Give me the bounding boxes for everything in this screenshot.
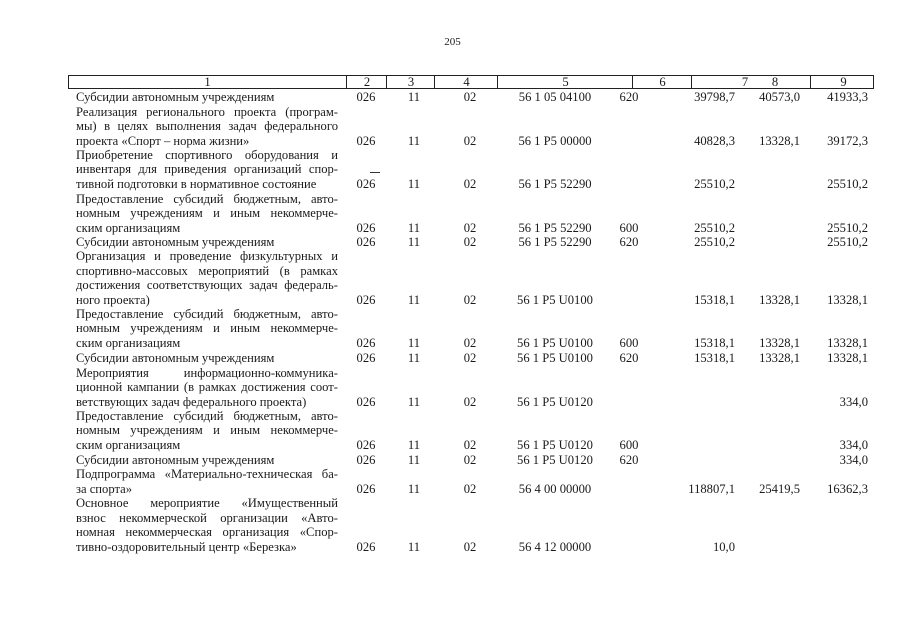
cell-name <box>76 453 338 468</box>
cell-admin-code: 026 <box>356 176 376 191</box>
cell-amount-col7: 40828,3 <box>694 133 735 148</box>
cell-amount-col7: 15318,1 <box>694 335 735 350</box>
cell-admin-code: 026 <box>356 481 376 496</box>
cell-name-line: проекта «Спорт – норма жизни» <box>76 133 250 148</box>
cell-section: 11 <box>407 335 421 350</box>
cell-section: 11 <box>407 437 421 452</box>
table-row <box>0 307 905 351</box>
cell-subsection: 02 <box>463 539 477 554</box>
cell-section: 11 <box>407 133 421 148</box>
header-col-5: 5 <box>497 76 633 88</box>
cell-subsection: 02 <box>463 394 477 409</box>
cell-amount-col9: 25510,2 <box>827 234 868 249</box>
cell-subsection: 02 <box>463 452 477 467</box>
cell-name-line: номным учреждениям и иным некоммерче- <box>76 321 338 335</box>
cell-name <box>76 249 338 307</box>
cell-amount-col9: 13328,1 <box>827 292 868 307</box>
cell-target-article: 56 1 P5 U0100 <box>517 292 593 307</box>
cell-expense-type: 600 <box>619 335 639 350</box>
cell-name-line: Реализация регионального проекта (програм- <box>76 104 338 119</box>
cell-target-article: 56 4 12 00000 <box>518 539 592 554</box>
cell-name-line: ветствующих задач федерального проекта) <box>76 394 307 409</box>
cell-expense-type: 600 <box>619 437 639 452</box>
table-row <box>0 90 905 105</box>
table-row <box>0 235 905 250</box>
cell-amount-col9: 334,0 <box>839 437 868 452</box>
cell-amount-col9: 13328,1 <box>827 350 868 365</box>
cell-subsection: 02 <box>463 176 477 191</box>
cell-expense-type: 620 <box>619 350 639 365</box>
cell-name-line: Предоставление субсидий бюджетным, авто- <box>76 408 338 423</box>
cell-amount-col8: 13328,1 <box>759 292 800 307</box>
cell-subsection: 02 <box>463 133 477 148</box>
cell-section: 11 <box>407 176 421 191</box>
cell-admin-code: 026 <box>356 133 376 148</box>
cell-expense-type: 620 <box>619 234 639 249</box>
cell-name-line: Предоставление субсидий бюджетным, авто- <box>76 306 338 321</box>
cell-amount-col7: 25510,2 <box>694 220 735 235</box>
cell-amount-col7: 15318,1 <box>694 292 735 307</box>
cell-subsection: 02 <box>463 437 477 452</box>
table-row <box>0 105 905 149</box>
cell-admin-code: 026 <box>356 539 376 554</box>
cell-target-article: 56 1 P5 U0120 <box>517 452 593 467</box>
cell-name-line: номным учреждениям и иным некоммерче- <box>76 423 338 437</box>
cell-amount-col9: 334,0 <box>839 452 868 467</box>
header-col-2: 2 <box>346 76 387 88</box>
cell-name-line: мы) в целях выполнения задач федерального <box>76 119 338 133</box>
cell-amount-col7: 10,0 <box>712 539 735 554</box>
table-row <box>0 409 905 453</box>
table-row <box>0 351 905 366</box>
cell-target-article: 56 1 P5 00000 <box>518 133 592 148</box>
cell-name-line: Субсидии автономным учреждениям <box>76 350 275 365</box>
cell-name-line: Подпрограмма «Материально-техническая ба- <box>76 467 338 481</box>
cell-name-line: достижения соответствующих задач федераль- <box>76 278 338 292</box>
cell-admin-code: 026 <box>356 89 376 104</box>
cell-target-article: 56 1 P5 U0120 <box>517 394 593 409</box>
cell-amount-col8: 40573,0 <box>759 89 800 104</box>
cell-amount-col9: 13328,1 <box>827 335 868 350</box>
cell-subsection: 02 <box>463 335 477 350</box>
cell-target-article: 56 1 P5 U0120 <box>517 437 593 452</box>
header-col-9: 9 <box>810 76 876 88</box>
cell-name-line: Приобретение спортивного оборудования и <box>76 147 338 162</box>
cell-expense-type: 620 <box>619 89 639 104</box>
cell-section: 11 <box>407 452 421 467</box>
table-row <box>0 192 905 236</box>
cell-name <box>76 496 338 554</box>
cell-section: 11 <box>407 292 421 307</box>
cell-amount-col9: 25510,2 <box>827 220 868 235</box>
cell-name <box>76 192 338 236</box>
cell-name-line: Мероприятия информационно-коммуника- <box>76 365 338 380</box>
cell-amount-col7: 118807,1 <box>688 481 735 496</box>
cell-name-line: тивно-оздоровительный центр «Березка» <box>76 539 297 554</box>
cell-admin-code: 026 <box>356 234 376 249</box>
cell-name-line: номным учреждениям и иным некоммерче- <box>76 206 338 220</box>
cell-name <box>76 148 338 192</box>
cell-target-article: 56 1 P5 U0100 <box>517 350 593 365</box>
cell-target-article: 56 1 P5 U0100 <box>517 335 593 350</box>
header-col-1: 1 <box>204 75 211 89</box>
cell-name-line: Субсидии автономным учреждениям <box>76 89 275 104</box>
page-number: 205 <box>444 36 461 48</box>
cell-amount-col8: 13328,1 <box>759 335 800 350</box>
table-row <box>0 496 905 554</box>
cell-name-line: Субсидии автономным учреждениям <box>76 452 275 467</box>
cell-name-line: спортивно-массовых мероприятий (в рамках <box>76 263 338 278</box>
cell-section: 11 <box>407 350 421 365</box>
cell-admin-code: 026 <box>356 350 376 365</box>
cell-expense-type: 620 <box>619 452 639 467</box>
cell-name <box>76 90 338 105</box>
cell-name-line: за спорта» <box>76 481 133 496</box>
table-row <box>0 453 905 468</box>
table-row <box>0 366 905 410</box>
cell-target-article: 56 4 00 00000 <box>518 481 592 496</box>
cell-name-line: Организация и проведение физкультурных и <box>76 249 338 263</box>
cell-admin-code: 026 <box>356 437 376 452</box>
cell-subsection: 02 <box>463 89 477 104</box>
cell-name <box>76 366 338 410</box>
cell-amount-col9: 334,0 <box>839 394 868 409</box>
cell-amount-col7: 25510,2 <box>694 234 735 249</box>
cell-admin-code: 026 <box>356 452 376 467</box>
cell-amount-col7: 15318,1 <box>694 350 735 365</box>
cell-name <box>76 105 338 149</box>
cell-name-line: инвентаря для приведения организаций спор- <box>76 162 338 176</box>
cell-amount-col8: 13328,1 <box>759 350 800 365</box>
header-col-7: 7 <box>691 76 798 88</box>
cell-name-line: ским организациям <box>76 437 181 452</box>
cell-amount-col7: 39798,7 <box>694 89 735 104</box>
cell-name-line: тивной подготовки в нормативное состояние <box>76 176 317 191</box>
cell-name-line: ного проекта) <box>76 292 150 307</box>
cell-section: 11 <box>407 394 421 409</box>
cell-target-article: 56 1 P5 52290 <box>518 176 592 191</box>
cell-name-line: Основное мероприятие «Имущественный <box>76 496 338 510</box>
cell-name <box>76 307 338 351</box>
cell-admin-code: 026 <box>356 394 376 409</box>
cell-expense-type: 600 <box>619 220 639 235</box>
cell-name-line: ционной кампании (в рамках достижения соот- <box>76 380 338 394</box>
cell-name <box>76 467 338 496</box>
table-header <box>68 75 874 89</box>
cell-subsection: 02 <box>463 292 477 307</box>
cell-admin-code: 026 <box>356 220 376 235</box>
cell-amount-col9: 41933,3 <box>827 89 868 104</box>
cell-section: 11 <box>407 89 421 104</box>
cell-amount-col9: 16362,3 <box>827 481 868 496</box>
cell-name-line: ским организациям <box>76 220 181 235</box>
cell-amount-col7: 25510,2 <box>694 176 735 191</box>
cell-amount-col9: 39172,3 <box>827 133 868 148</box>
cell-section: 11 <box>407 481 421 496</box>
header-col-4: 4 <box>434 76 498 88</box>
cell-amount-col8: 13328,1 <box>759 133 800 148</box>
table-row <box>0 249 905 307</box>
header-col-3: 3 <box>386 76 435 88</box>
table-row <box>0 467 905 496</box>
cell-subsection: 02 <box>463 234 477 249</box>
cell-target-article: 56 1 05 04100 <box>518 89 592 104</box>
cell-name <box>76 409 338 453</box>
table-row <box>0 148 905 192</box>
cell-subsection: 02 <box>463 220 477 235</box>
header-col-8: 8 <box>771 75 779 89</box>
cell-target-article: 56 1 P5 52290 <box>518 220 592 235</box>
cell-name-line: взнос некоммерческой организации «Авто- <box>76 510 338 525</box>
cell-name <box>76 351 338 366</box>
cell-target-article: 56 1 P5 52290 <box>518 234 592 249</box>
cell-name <box>76 235 338 250</box>
cell-amount-col9: 25510,2 <box>827 176 868 191</box>
cell-name-line: ским организациям <box>76 335 181 350</box>
cell-admin-code: 026 <box>356 335 376 350</box>
cell-name-line: номная некоммерческая организация «Спор- <box>76 525 338 539</box>
cell-admin-code: 026 <box>356 292 376 307</box>
cell-section: 11 <box>407 220 421 235</box>
cell-section: 11 <box>407 234 421 249</box>
cell-name-line: Предоставление субсидий бюджетным, авто- <box>76 191 338 206</box>
cell-amount-col8: 25419,5 <box>759 481 800 496</box>
header-col-6: 6 <box>632 76 692 88</box>
cell-section: 11 <box>407 539 421 554</box>
cell-subsection: 02 <box>463 350 477 365</box>
cell-subsection: 02 <box>463 481 477 496</box>
cell-name-line: Субсидии автономным учреждениям <box>76 234 275 249</box>
